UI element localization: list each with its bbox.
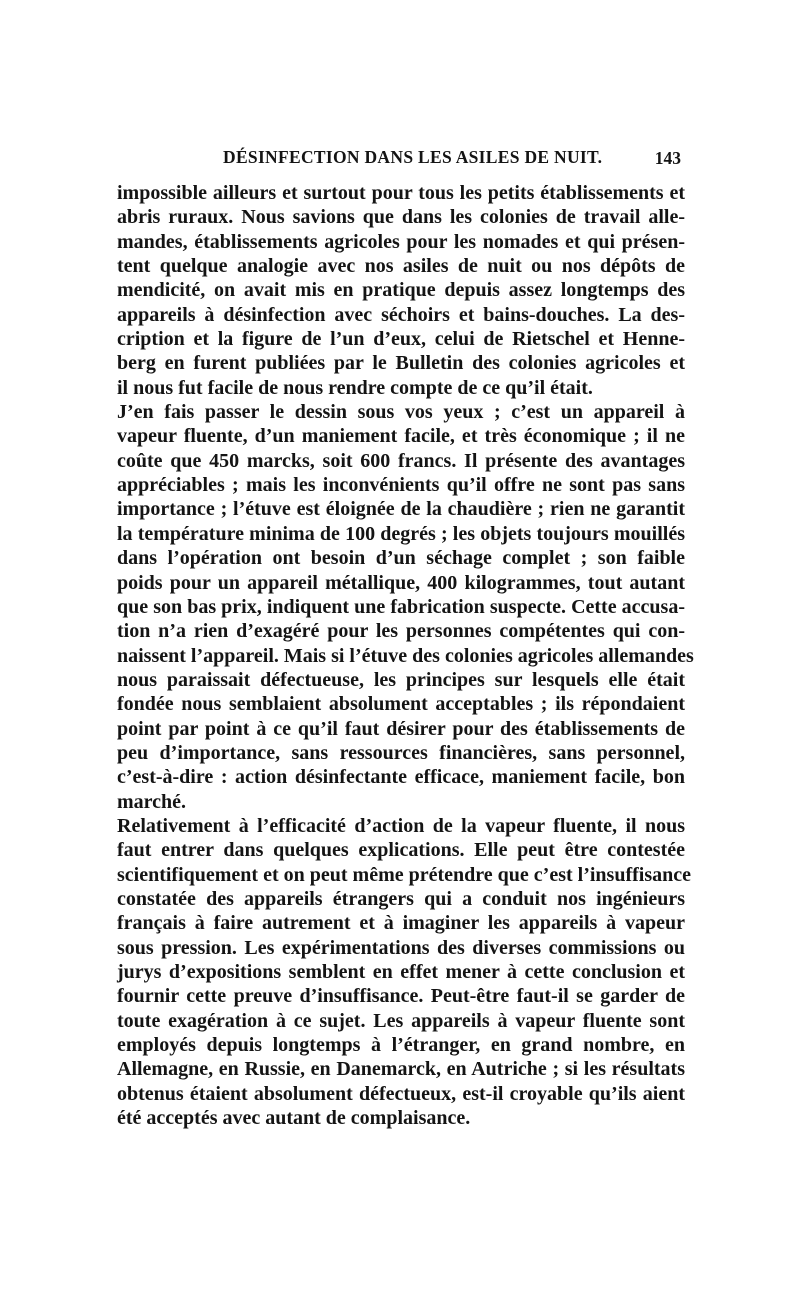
running-title: DÉSINFECTION DANS LES ASILES DE NUIT. bbox=[223, 147, 603, 167]
body-text bbox=[117, 181, 694, 1130]
running-head bbox=[117, 147, 685, 177]
text-line: toute exagération à ce sujet. Les appareils à vapeur fluente sont bbox=[117, 1009, 685, 1032]
text-line: fondée nous semblaient absolument acceptables ; ils répondaient bbox=[117, 693, 685, 716]
text-line: mendicité, on avait mis en pratique depuis assez longtemps des bbox=[117, 279, 685, 302]
text-line: vapeur fluente, d’un maniement facile, et très économique ; il ne bbox=[117, 425, 685, 448]
page-number: 143 bbox=[654, 148, 681, 168]
text-line: employés depuis longtemps à l’étranger, en grand nombre, en bbox=[117, 1034, 685, 1057]
text-line: appréciables ; mais les inconvénients qu’il offre ne sont pas sans bbox=[117, 474, 685, 497]
text-line: peu d’importance, sans ressources financières, sans personnel, bbox=[117, 741, 685, 764]
text-line: que son bas prix, indiquent une fabrication suspecte. Cette accusa- bbox=[117, 595, 685, 618]
text-line: français à faire autrement et à imaginer les appareils à vapeur bbox=[117, 912, 685, 935]
text-line: naissent l’appareil. Mais si l’étuve des colonies agricoles allemandes bbox=[117, 644, 694, 667]
text-line: Relativement à l’efficacité d’action de la vapeur fluente, il nous bbox=[117, 814, 685, 837]
text-line: appareils à désinfection avec séchoirs et bains-douches. La des- bbox=[117, 303, 685, 326]
text-line: poids pour un appareil métallique, 400 kilogrammes, tout autant bbox=[117, 571, 685, 594]
text-line: sous pression. Les expérimentations des diverses commissions ou bbox=[117, 936, 685, 959]
text-line: la température minima de 100 degrés ; les objets toujours mouillés bbox=[117, 522, 685, 545]
text-line: point par point à ce qu’il faut désirer pour des établissements de bbox=[117, 717, 685, 740]
text-line: il nous fut facile de nous rendre compte de ce qu’il était. bbox=[117, 376, 593, 399]
text-line: impossible ailleurs et surtout pour tous les petits établissements et bbox=[117, 182, 685, 204]
text-line: faut entrer dans quelques explications. Elle peut être contestée bbox=[117, 839, 685, 862]
text-line: jurys d’expositions semblent en effet mener à cette conclusion et bbox=[117, 961, 685, 983]
text-line: abris ruraux. Nous savions que dans les colonies de travail alle- bbox=[117, 206, 685, 229]
text-line: cription et la figure de l’un d’eux, celui de Rietschel et Henne- bbox=[117, 328, 685, 351]
text-line: coûte que 450 marcks, soit 600 francs. Il présente des avantages bbox=[117, 449, 685, 472]
text-line: importance ; l’étuve est éloignée de la chaudière ; rien ne garantit bbox=[117, 498, 685, 521]
text-line: marché. bbox=[117, 790, 187, 813]
text-line: berg en furent publiées par le Bulletin des colonies agricoles et bbox=[117, 352, 685, 375]
text-line: dans l’opération ont besoin d’un séchage complet ; son faible bbox=[117, 547, 685, 570]
text-line: c’est-à-dire : action désinfectante efficace, maniement facile, bon bbox=[117, 766, 685, 789]
text-line: nous paraissait défectueuse, les principes sur lesquels elle était bbox=[117, 668, 685, 691]
text-line: été acceptés avec autant de complaisance. bbox=[117, 1107, 471, 1130]
text-line: Allemagne, en Russie, en Danemarck, en Autriche ; si les résultats bbox=[117, 1058, 685, 1081]
text-line: tion n’a rien d’exagéré pour les personnes compétentes qui con- bbox=[117, 620, 685, 643]
text-line: mandes, établissements agricoles pour les nomades et qui présen- bbox=[117, 230, 685, 253]
text-line: constatée des appareils étrangers qui a conduit nos ingénieurs bbox=[117, 887, 685, 910]
text-line: obtenus étaient absolument défectueux, est-il croyable qu’ils aient bbox=[117, 1082, 685, 1105]
text-line: tent quelque analogie avec nos asiles de nuit ou nos dépôts de bbox=[117, 255, 685, 278]
text-line: scientifiquement et on peut même prétendre que c’est l’insuffisance bbox=[117, 863, 691, 886]
text-line: fournir cette preuve d’insuffisance. Peut-être faut-il se garder de bbox=[117, 985, 685, 1008]
text-line: J’en fais passer le dessin sous vos yeux ; c’est un appareil à bbox=[117, 401, 685, 424]
